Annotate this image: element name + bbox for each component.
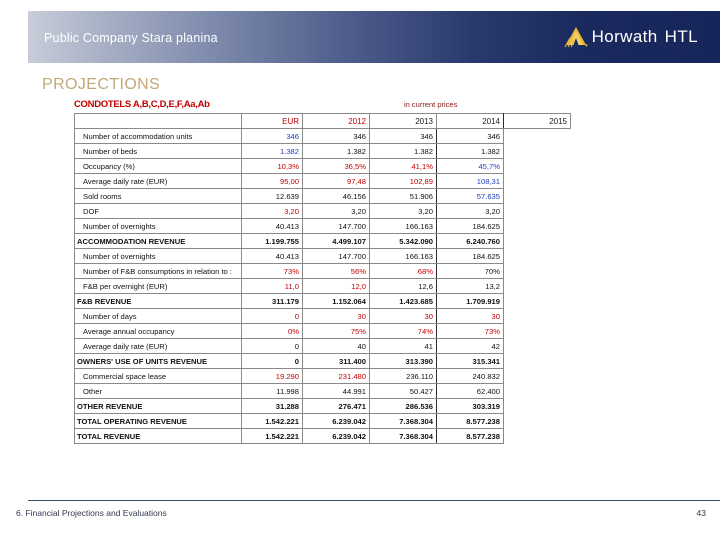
row-value-2015: 108,31 <box>437 174 504 189</box>
row-value-2014: 50.427 <box>370 384 437 399</box>
row-value-2013: 147.700 <box>303 249 370 264</box>
row-value-2012: 40.413 <box>242 219 303 234</box>
row-value-2012: 0% <box>242 324 303 339</box>
row-value-2014: 102,89 <box>370 174 437 189</box>
mountain-logo-icon <box>563 26 589 48</box>
table-header-cell-eur: EUR <box>242 114 303 129</box>
row-value-2013: 231.480 <box>303 369 370 384</box>
projections-table-container <box>74 113 567 444</box>
row-label: Number of beds <box>75 144 242 159</box>
table-units-note: in current prices <box>404 100 458 109</box>
row-value-2014: 74% <box>370 324 437 339</box>
table-row <box>75 414 571 429</box>
row-value-2014: 1.423.685 <box>370 294 437 309</box>
row-value-2012: 346 <box>242 129 303 144</box>
row-label: Number of overnights <box>75 249 242 264</box>
table-header-cell-2013: 2013 <box>370 114 437 129</box>
row-value-2014: 5.342.090 <box>370 234 437 249</box>
row-value-2013: 56% <box>303 264 370 279</box>
row-value-2015: 45,7% <box>437 159 504 174</box>
row-value-2012: 19.290 <box>242 369 303 384</box>
row-value-2012: 3,20 <box>242 204 303 219</box>
row-value-2014: 166.163 <box>370 219 437 234</box>
row-label: F&B REVENUE <box>75 294 242 309</box>
row-value-2015: 6.240.760 <box>437 234 504 249</box>
table-header-cell-2012: 2012 <box>303 114 370 129</box>
row-value-2014: 41 <box>370 339 437 354</box>
table-row <box>75 129 571 144</box>
row-value-2012: 1.199.755 <box>242 234 303 249</box>
table-row <box>75 324 571 339</box>
row-value-2012: 0 <box>242 339 303 354</box>
table-header-row <box>75 114 571 129</box>
row-label: TOTAL OPERATING REVENUE <box>75 414 242 429</box>
row-value-2014: 7.368.304 <box>370 414 437 429</box>
table-caption: CONDOTELS A,B,C,D,E,F,Aa,Ab <box>74 99 210 110</box>
row-label: Number of overnights <box>75 219 242 234</box>
row-value-2014: 286.536 <box>370 399 437 414</box>
row-label: OTHER REVENUE <box>75 399 242 414</box>
table-row <box>75 429 571 444</box>
row-value-2012: 73% <box>242 264 303 279</box>
row-value-2015: 42 <box>437 339 504 354</box>
row-label: Other <box>75 384 242 399</box>
row-label: Commercial space lease <box>75 369 242 384</box>
logo-wordmark <box>592 27 698 47</box>
table-row <box>75 279 571 294</box>
row-value-2015: 57.635 <box>437 189 504 204</box>
row-value-2014: 68% <box>370 264 437 279</box>
row-value-2012: 31.288 <box>242 399 303 414</box>
row-value-2015: 303.319 <box>437 399 504 414</box>
row-label: Number of days <box>75 309 242 324</box>
row-value-2014: 41,1% <box>370 159 437 174</box>
row-value-2013: 12,0 <box>303 279 370 294</box>
row-value-2013: 6.239.042 <box>303 429 370 444</box>
presentation-company-title: Public Company Stara planina <box>44 31 218 45</box>
row-label: F&B per overnight (EUR) <box>75 279 242 294</box>
row-label: TOTAL REVENUE <box>75 429 242 444</box>
row-value-2013: 4.499.107 <box>303 234 370 249</box>
row-label: Number of accommodation units <box>75 129 242 144</box>
row-value-2013: 147.700 <box>303 219 370 234</box>
row-label: OWNERS' USE OF UNITS REVENUE <box>75 354 242 369</box>
row-value-2013: 46.156 <box>303 189 370 204</box>
table-row <box>75 399 571 414</box>
row-label: Average daily rate (EUR) <box>75 174 242 189</box>
row-value-2015: 184.625 <box>437 219 504 234</box>
row-value-2012: 0 <box>242 354 303 369</box>
row-value-2014: 346 <box>370 129 437 144</box>
table-row <box>75 174 571 189</box>
row-value-2013: 1.152.064 <box>303 294 370 309</box>
row-value-2013: 311.400 <box>303 354 370 369</box>
row-value-2013: 30 <box>303 309 370 324</box>
table-row <box>75 234 571 249</box>
row-label: Sold rooms <box>75 189 242 204</box>
row-value-2013: 40 <box>303 339 370 354</box>
table-header-spacer <box>75 114 242 129</box>
table-header-cell-2014: 2014 <box>437 114 504 129</box>
row-value-2013: 75% <box>303 324 370 339</box>
row-value-2013: 36,5% <box>303 159 370 174</box>
row-label: Number of F&B consumptions in relation to : <box>75 264 242 279</box>
row-value-2014: 3,20 <box>370 204 437 219</box>
row-value-2013: 276.471 <box>303 399 370 414</box>
row-value-2015: 62.400 <box>437 384 504 399</box>
row-value-2012: 12.639 <box>242 189 303 204</box>
table-row <box>75 339 571 354</box>
footer-page-number: 43 <box>696 508 706 518</box>
table-row <box>75 219 571 234</box>
row-value-2014: 51.906 <box>370 189 437 204</box>
row-value-2013: 1.382 <box>303 144 370 159</box>
row-label: ACCOMMODATION REVENUE <box>75 234 242 249</box>
row-value-2013: 97,48 <box>303 174 370 189</box>
row-value-2014: 12,6 <box>370 279 437 294</box>
table-row <box>75 159 571 174</box>
row-value-2015: 184.625 <box>437 249 504 264</box>
logo-brand-name: Horwath <box>591 27 658 46</box>
row-value-2012: 95,00 <box>242 174 303 189</box>
row-value-2012: 0 <box>242 309 303 324</box>
row-value-2012: 11,0 <box>242 279 303 294</box>
slide-title: PROJECTIONS <box>42 76 161 93</box>
row-value-2015: 73% <box>437 324 504 339</box>
row-value-2012: 311.179 <box>242 294 303 309</box>
row-value-2013: 44.991 <box>303 384 370 399</box>
row-value-2015: 240.832 <box>437 369 504 384</box>
table-row <box>75 204 571 219</box>
row-value-2014: 166.163 <box>370 249 437 264</box>
table-row <box>75 249 571 264</box>
row-value-2012: 1.542.221 <box>242 429 303 444</box>
row-value-2015: 13,2 <box>437 279 504 294</box>
table-row <box>75 264 571 279</box>
row-value-2013: 6.239.042 <box>303 414 370 429</box>
row-value-2013: 346 <box>303 129 370 144</box>
footer-divider <box>28 500 720 501</box>
row-label: Occupancy (%) <box>75 159 242 174</box>
row-value-2014: 7.368.304 <box>370 429 437 444</box>
row-value-2015: 70% <box>437 264 504 279</box>
table-row <box>75 384 571 399</box>
row-label: DOF <box>75 204 242 219</box>
table-row <box>75 189 571 204</box>
row-label: Average daily rate (EUR) <box>75 339 242 354</box>
projections-table-body <box>75 114 571 444</box>
table-row <box>75 354 571 369</box>
row-value-2015: 8.577.238 <box>437 429 504 444</box>
logo-brand-suffix: HTL <box>664 27 698 46</box>
row-value-2012: 1.542.221 <box>242 414 303 429</box>
table-row <box>75 309 571 324</box>
row-value-2015: 346 <box>437 129 504 144</box>
table-header-cell-2015: 2015 <box>504 114 571 129</box>
table-row <box>75 144 571 159</box>
row-value-2015: 3,20 <box>437 204 504 219</box>
horwath-htl-logo <box>563 24 698 50</box>
row-value-2014: 313.390 <box>370 354 437 369</box>
row-value-2015: 1.709.919 <box>437 294 504 309</box>
row-value-2012: 11.998 <box>242 384 303 399</box>
projections-table <box>74 113 571 444</box>
row-value-2013: 3,20 <box>303 204 370 219</box>
row-value-2014: 1.382 <box>370 144 437 159</box>
table-row <box>75 294 571 309</box>
row-value-2015: 1.382 <box>437 144 504 159</box>
row-value-2012: 40.413 <box>242 249 303 264</box>
row-value-2015: 30 <box>437 309 504 324</box>
row-value-2012: 1.382 <box>242 144 303 159</box>
row-value-2012: 10,3% <box>242 159 303 174</box>
table-row <box>75 369 571 384</box>
row-label: Average annual occupancy <box>75 324 242 339</box>
row-value-2014: 236.110 <box>370 369 437 384</box>
row-value-2014: 30 <box>370 309 437 324</box>
footer-section-label: 6. Financial Projections and Evaluations <box>16 508 167 518</box>
row-value-2015: 315.341 <box>437 354 504 369</box>
row-value-2015: 8.577.238 <box>437 414 504 429</box>
